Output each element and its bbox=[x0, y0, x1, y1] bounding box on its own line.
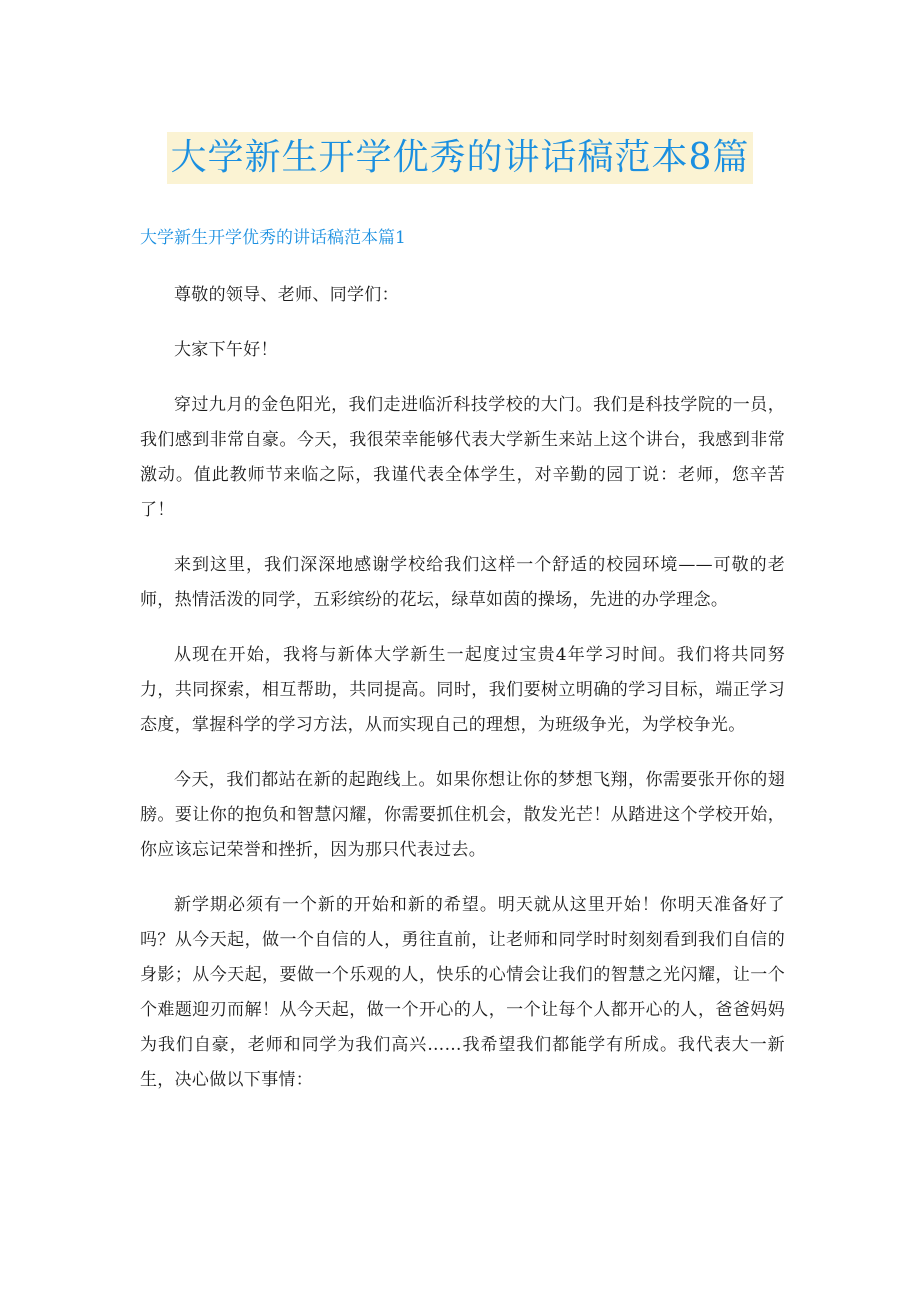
paragraph: 今天，我们都站在新的起跑线上。如果你想让你的梦想飞翔，你需要张开你的翅膀。要让你的抱负和智慧闪耀，你需要抓住机会，散发光芒！从踏进这个学校开始，你应该忘记荣誉和挫折，因为那只代表过去。 bbox=[140, 770, 785, 860]
title-wrapper bbox=[0, 132, 920, 184]
document-title: 大学新生开学优秀的讲话稿范本8篇 bbox=[167, 132, 754, 184]
paragraph: 来到这里，我们深深地感谢学校给我们这样一个舒适的校园环境——可敬的老师，热情活泼的同学，五彩缤纷的花坛，绿草如茵的操场，先进的办学理念。 bbox=[140, 555, 785, 610]
paragraph-greeting: 大家下午好！ bbox=[174, 340, 278, 360]
body-text bbox=[140, 278, 785, 1118]
paragraph: 新学期必须有一个新的开始和新的希望。明天就从这里开始！你明天准备好了吗？从今天起，做一个自信的人，勇往直前，让老师和同学时时刻刻看到我们自信的身影；从今天起，要做一个乐观的人，快乐的心情会让我们的智慧之光闪耀，让一个个难题迎刃而解！从今天起，做一个开心的人，一个让每个人都开心的人，爸爸妈妈为我们自豪，老师和同学为我们高兴……我希望我们都能学有所成。我代表大一新生，决心做以下事情： bbox=[140, 895, 785, 1090]
section-heading: 大学新生开学优秀的讲话稿范本篇1 bbox=[140, 228, 406, 248]
paragraph: 从现在开始，我将与新体大学新生一起度过宝贵4年学习时间。我们将共同努力，共同探索，相互帮助，共同提高。同时，我们要树立明确的学习目标，端正学习态度，掌握科学的学习方法，从而实现自己的理想，为班级争光，为学校争光。 bbox=[140, 645, 785, 735]
paragraph: 穿过九月的金色阳光，我们走进临沂科技学校的大门。我们是科技学院的一员，我们感到非常自豪。今天，我很荣幸能够代表大学新生来站上这个讲台，我感到非常激动。值此教师节来临之际，我谨代表全体学生，对辛勤的园丁说：老师，您辛苦了！ bbox=[140, 395, 785, 520]
paragraph-salutation: 尊敬的领导、老师、同学们： bbox=[174, 285, 399, 305]
